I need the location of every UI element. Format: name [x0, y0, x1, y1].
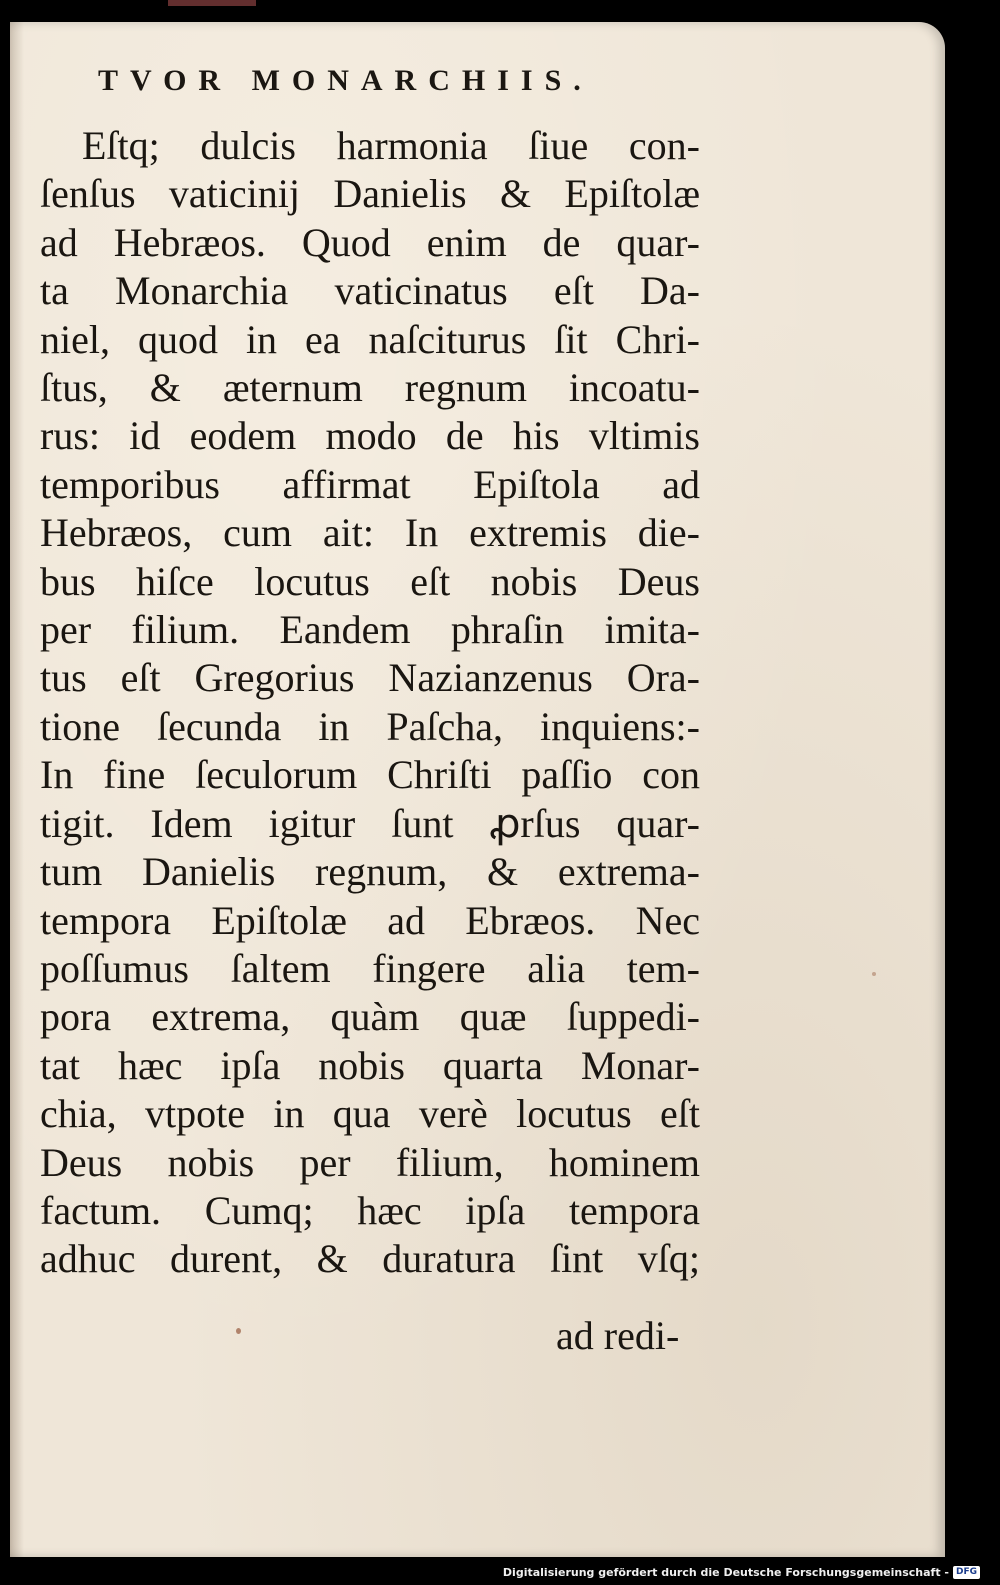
- text-line: temporibus affirmat Epiſtola ad: [40, 461, 700, 507]
- text-line: tempora Epiſtolæ ad Ebræos. Nec: [40, 897, 700, 943]
- text-line: ſtus, & æternum regnum incoatu-: [40, 365, 700, 411]
- running-head: TVOR MONARCHIIS.: [98, 64, 593, 97]
- text-line: tione ſecunda in Paſcha, inquiens:-: [40, 703, 700, 749]
- text-line: tigit. Idem igitur ſunt ꝓrſus quar-: [40, 800, 700, 846]
- dfg-logo-icon: DFG: [953, 1566, 980, 1579]
- text-line: per filium. Eandem phraſin imita-: [40, 607, 700, 653]
- body-text: [40, 122, 700, 1284]
- text-line: tus eſt Gregorius Nazianzenus Ora-: [40, 655, 700, 701]
- credit-text: Digitalisierung gefördert durch die Deutsche Forschungsgemeinschaft -: [502, 1566, 949, 1579]
- text-line: ſenſus vaticinij Danielis & Epiſtolæ: [40, 171, 700, 217]
- book-page: [10, 22, 945, 1557]
- text-line: tum Danielis regnum, & extrema-: [40, 849, 700, 895]
- text-line: niel, quod in ea naſciturus ſit Chri-: [40, 316, 700, 362]
- text-line: tat hæc ipſa nobis quarta Monar-: [40, 1042, 700, 1088]
- text-line: pora extrema, quàm quæ ſuppedi-: [40, 994, 700, 1040]
- digitization-credit: [503, 1566, 980, 1579]
- paper-speck: [236, 1328, 241, 1334]
- text-line: bus hiſce locutus eſt nobis Deus: [40, 558, 700, 604]
- paper-speck: [872, 972, 876, 976]
- text-line: ad Hebræos. Quod enim de quar-: [40, 219, 700, 265]
- catchword: ad redi-: [556, 1313, 680, 1358]
- text-line: ta Monarchia vaticinatus eſt Da-: [40, 268, 700, 314]
- text-line: Hebræos, cum ait: In extremis die-: [40, 510, 700, 556]
- text-line: adhuc durent, & duratura ſint vſq;: [40, 1236, 700, 1282]
- text-line: In fine ſeculorum Chriſti paſſio con: [40, 752, 700, 798]
- top-edge-mark: [168, 0, 256, 6]
- text-line: Deus nobis per filium, hominem: [40, 1139, 700, 1185]
- text-line: poſſumus ſaltem fingere alia tem-: [40, 945, 700, 991]
- text-line: chia, vtpote in qua verè locutus eſt: [40, 1091, 700, 1137]
- text-line: Eſtq; dulcis harmonia ſiue con-: [82, 123, 700, 168]
- text-line: factum. Cumq; hæc ipſa tempora: [40, 1187, 700, 1233]
- text-line: rus: id eodem modo de his vltimis: [40, 413, 700, 459]
